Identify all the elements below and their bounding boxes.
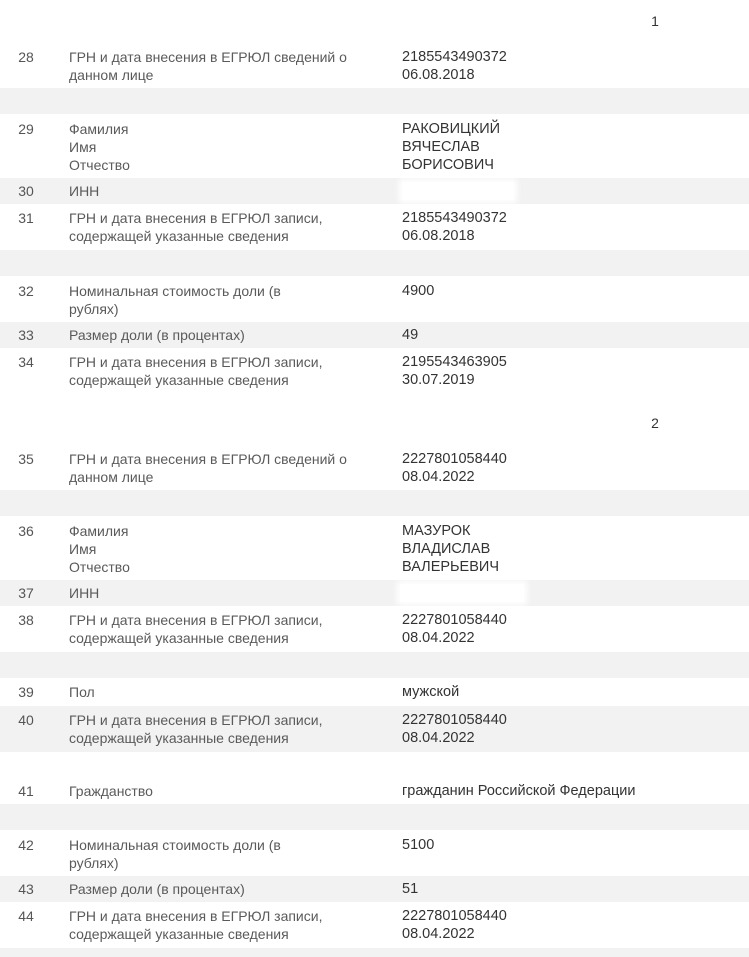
row-number: 44 <box>18 908 34 924</box>
row-value: РАКОВИЦКИЙ ВЯЧЕСЛАВ БОРИСОВИЧ <box>402 121 501 173</box>
redacted-value <box>402 182 514 200</box>
table-row <box>0 322 749 348</box>
row-label: ГРН и дата внесения в ЕГРЮЛ записи, содержащей указанные сведения <box>69 354 323 388</box>
row-value: мужской <box>402 684 460 700</box>
table-row <box>0 706 749 752</box>
section-divider <box>0 948 749 957</box>
row-label: Пол <box>69 684 95 700</box>
row-label: Фамилия Имя Отчество <box>69 523 130 575</box>
table-row <box>0 776 749 804</box>
row-label: Номинальная стоимость доли (в рублях) <box>69 837 281 871</box>
row-value: 2227801058440 08.04.2022 <box>402 612 507 646</box>
row-label: Гражданство <box>69 783 153 799</box>
row-value: 2227801058440 08.04.2022 <box>402 908 507 942</box>
row-number: 30 <box>18 183 34 199</box>
row-value: 2185543490372 06.08.2018 <box>402 49 507 83</box>
row-value: 49 <box>402 327 419 343</box>
row-value: гражданин Российской Федерации <box>402 783 636 799</box>
row-number: 33 <box>18 327 34 343</box>
section-divider <box>0 652 749 678</box>
row-label: ГРН и дата внесения в ЕГРЮЛ записи, содержащей указанные сведения <box>69 612 323 646</box>
row-number: 41 <box>18 783 34 799</box>
row-number: 35 <box>18 451 34 467</box>
row-label: ГРН и дата внесения в ЕГРЮЛ записи, содержащей указанные сведения <box>69 712 323 746</box>
table-row <box>0 876 749 902</box>
row-number: 38 <box>18 612 34 628</box>
section-divider <box>0 490 749 516</box>
section-divider <box>0 804 749 830</box>
section-divider <box>0 88 749 114</box>
row-label: ГРН и дата внесения в ЕГРЮЛ записи, содержащей указанные сведения <box>69 908 323 942</box>
row-number: 40 <box>18 712 34 728</box>
row-number: 36 <box>18 523 34 539</box>
table-row <box>0 40 749 88</box>
table-row <box>0 442 749 490</box>
section-divider <box>0 250 749 276</box>
row-label: Размер доли (в процентах) <box>69 881 245 897</box>
table-row <box>0 830 749 876</box>
row-number: 28 <box>18 49 34 65</box>
row-value: 2227801058440 08.04.2022 <box>402 712 507 746</box>
row-value: 51 <box>402 881 419 897</box>
row-label: ГРН и дата внесения в ЕГРЮЛ сведений о данном лице <box>69 451 347 485</box>
row-number: 34 <box>18 354 34 370</box>
table-row <box>0 606 749 652</box>
table-row <box>0 276 749 322</box>
row-label: ИНН <box>69 183 100 199</box>
row-value: 4900 <box>402 283 435 299</box>
row-number: 31 <box>18 210 34 226</box>
row-value: 5100 <box>402 837 435 853</box>
row-number: 43 <box>18 881 34 897</box>
table-row <box>0 204 749 250</box>
row-value: 2185543490372 06.08.2018 <box>402 210 507 244</box>
table-row <box>0 516 749 580</box>
table-row <box>0 678 749 706</box>
row-value: 2195543463905 30.07.2019 <box>402 354 507 388</box>
row-label: ГРН и дата внесения в ЕГРЮЛ записи, содержащей указанные сведения <box>69 210 323 244</box>
block-number: 2 <box>651 415 659 431</box>
row-label: Размер доли (в процентах) <box>69 327 245 343</box>
redacted-value <box>400 584 524 602</box>
row-number: 42 <box>18 837 34 853</box>
table-row <box>0 178 749 204</box>
row-label: Номинальная стоимость доли (в рублях) <box>69 283 281 317</box>
row-label: Фамилия Имя Отчество <box>69 121 130 173</box>
table-row <box>0 348 749 394</box>
block-number: 1 <box>651 13 659 29</box>
row-value: 2227801058440 08.04.2022 <box>402 451 507 485</box>
table-row <box>0 580 749 606</box>
row-number: 29 <box>18 121 34 137</box>
row-number: 32 <box>18 283 34 299</box>
row-number: 37 <box>18 585 34 601</box>
row-number: 39 <box>18 684 34 700</box>
table-row <box>0 114 749 178</box>
row-value: МАЗУРОК ВЛАДИСЛАВ ВАЛЕРЬЕВИЧ <box>402 523 499 575</box>
table-row <box>0 902 749 948</box>
row-label: ГРН и дата внесения в ЕГРЮЛ сведений о данном лице <box>69 49 347 83</box>
row-label: ИНН <box>69 585 100 601</box>
